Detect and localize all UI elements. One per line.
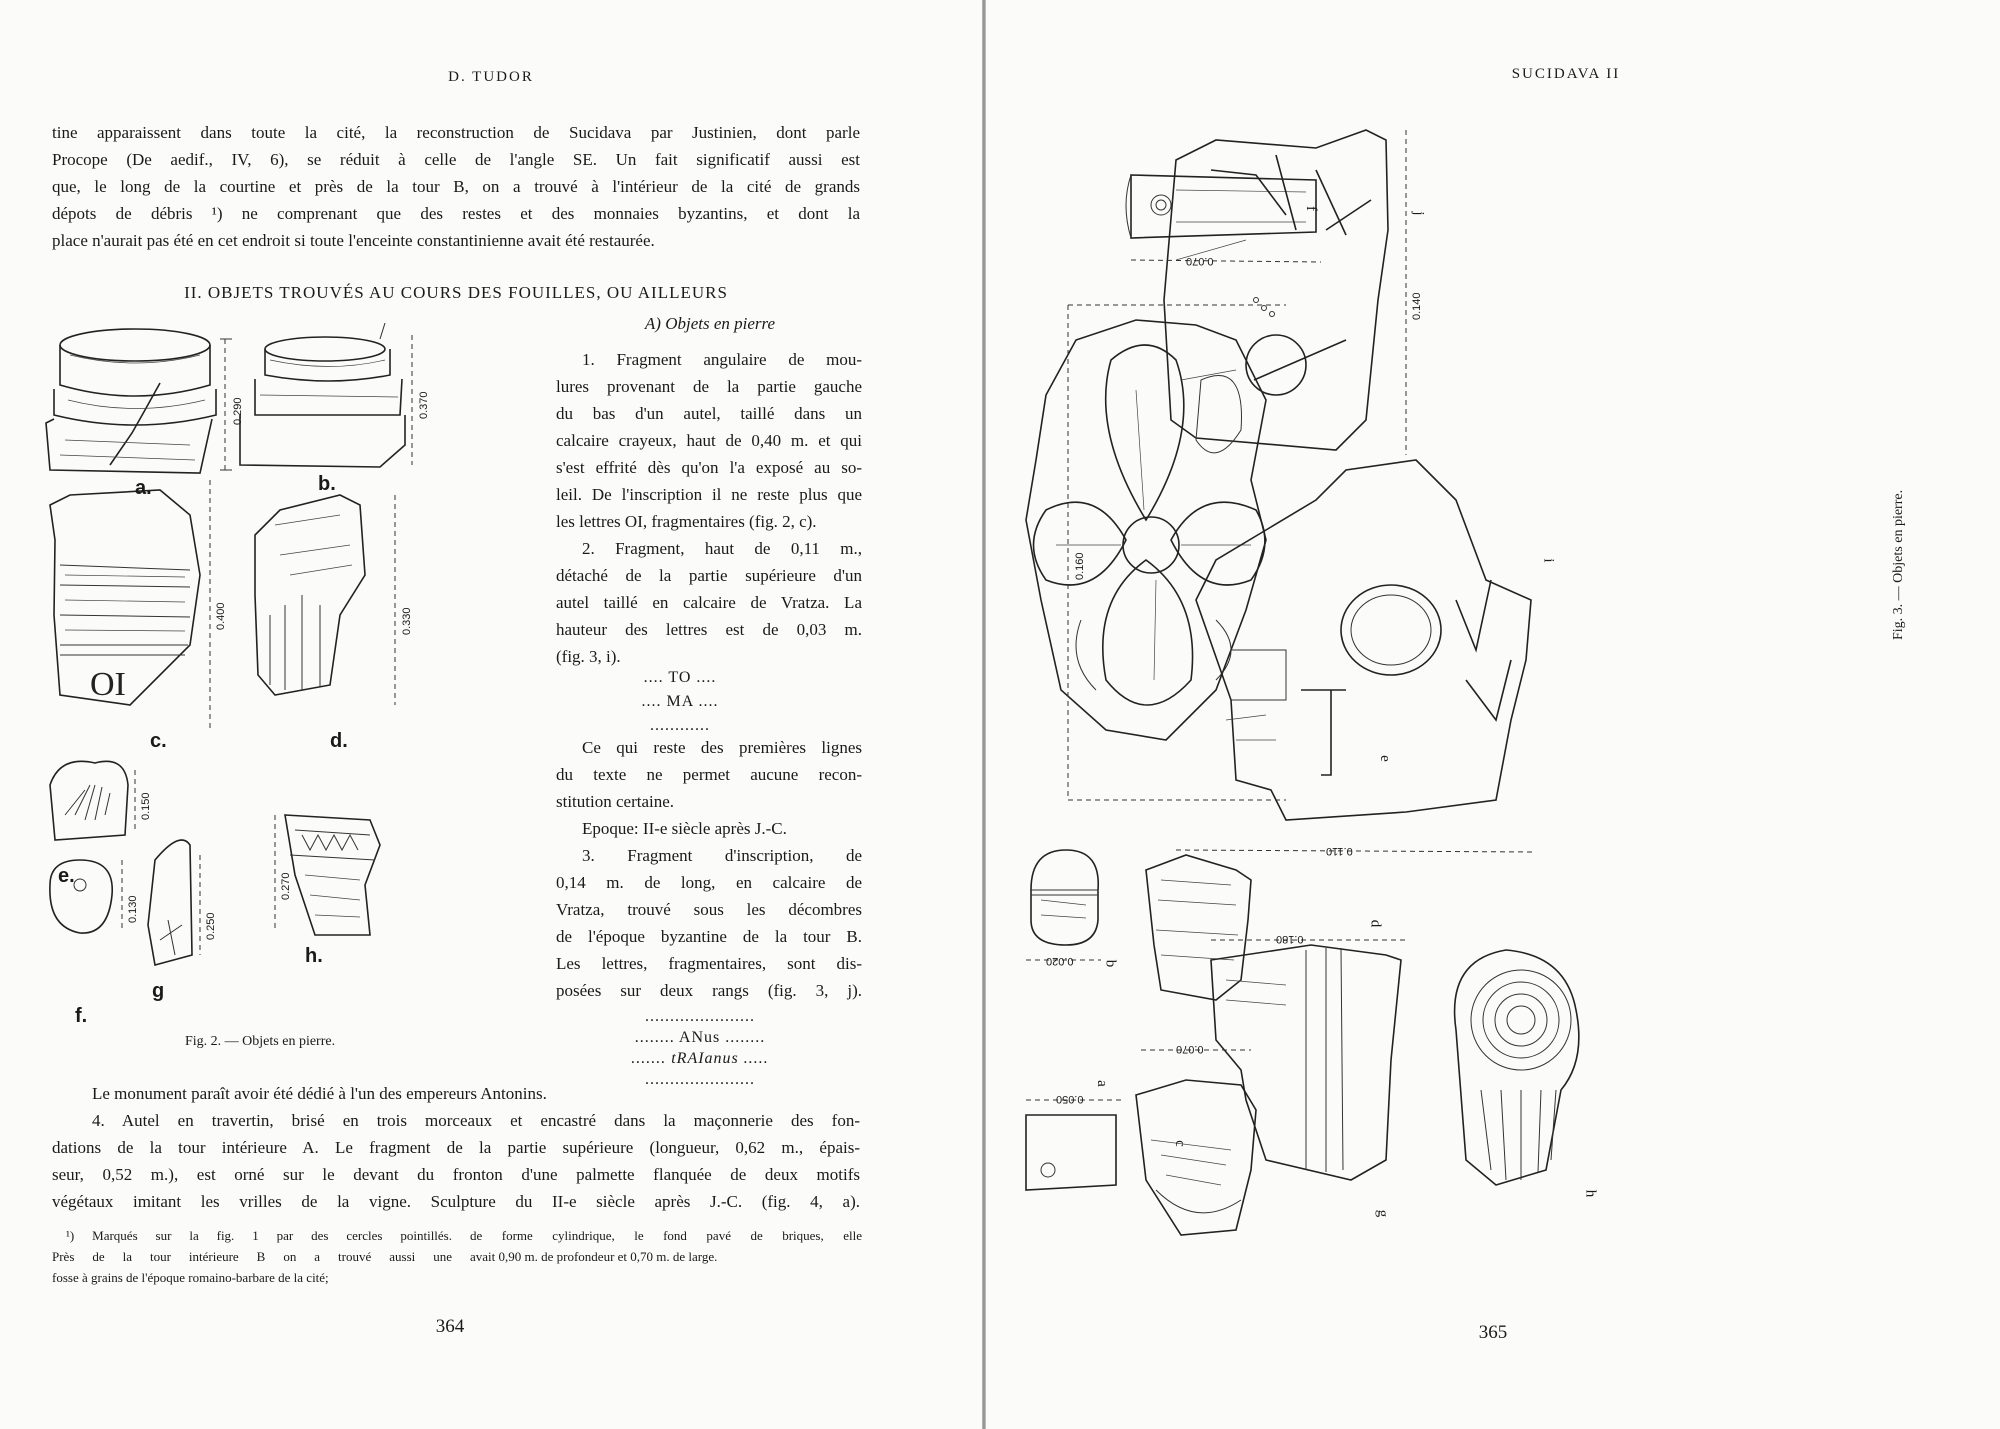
dimension-label: 0.130	[127, 895, 139, 923]
object-h-drawing	[285, 815, 380, 935]
figure-label: a.	[135, 477, 152, 499]
object-d-drawing	[255, 495, 365, 695]
object-i-drawing	[1196, 460, 1531, 820]
inscription-block	[580, 666, 780, 738]
object-a-drawing	[1026, 1115, 1116, 1190]
running-head: D. TUDOR	[448, 69, 534, 85]
dimension-label: 0.070	[1186, 255, 1214, 267]
text-line: que, le long de la courtine et près de la tour B, on a trouvé à l'intérieur de la cité de grands	[52, 177, 860, 196]
footnote-line: Près de la tour intérieure B on a trouvé aussi une	[52, 1249, 452, 1264]
text-line: hauteur des lettres est de 0,03 m.	[556, 620, 862, 639]
footnote-line: ¹) Marqués sur la fig. 1 par des cercles pointillés.	[66, 1228, 452, 1243]
running-head: SUCIDAVA II	[1511, 66, 1621, 82]
text-line: dépots de débris ¹) ne comprenant que des restes et des monnaies byzantins, et dont la	[52, 204, 860, 223]
text-line: seur, 0,52 m.), est orné sur le devant du fronton d'une palmette flanquée de deux motifs	[52, 1165, 860, 1184]
figure-2-drawings	[40, 315, 560, 1035]
right-page	[986, 0, 2000, 1429]
page-number: 364	[435, 1316, 465, 1337]
dimension-label: 0.330	[401, 607, 413, 635]
inscription-line: ............	[650, 717, 710, 734]
figure-caption: Fig. 3. — Objets en pierre.	[1891, 489, 1906, 640]
object-e-drawing	[1026, 320, 1266, 740]
inscription-line: .... TO ....	[643, 669, 717, 686]
text-line: lures provenant de la partie gauche	[556, 377, 862, 396]
object-g-drawing	[148, 840, 192, 965]
figure-2	[40, 315, 560, 1035]
dimension-label: 0.160	[1074, 552, 1086, 580]
text-line: posées sur deux rangs (fig. 3, j).	[556, 981, 862, 1000]
object-j-drawing	[1164, 130, 1388, 450]
text-line: 4. Autel en travertin, brisé en trois morceaux et encastré dans la maçonnerie des fon-	[92, 1111, 860, 1130]
inscription-line: ......................	[645, 1071, 755, 1088]
object-c-drawing	[50, 490, 200, 705]
figure-label: c	[1171, 1140, 1188, 1147]
text-line: autel taillé en calcaire de Vratza. La	[556, 593, 862, 612]
dimension-label: 0.110	[1326, 845, 1353, 857]
dimension-label: 0.050	[1056, 1093, 1084, 1105]
figure-label: c.	[150, 730, 167, 752]
text-line: s'est effrité dès qu'on l'a exposé au so-	[556, 458, 862, 477]
left-page	[0, 0, 982, 1429]
text-line: du bas d'un autel, taillé dans un	[556, 404, 862, 423]
text-line: 3. Fragment d'inscription, de	[582, 846, 862, 865]
figure-label: i	[1540, 558, 1557, 563]
dimension-label: 0.140	[1411, 292, 1423, 320]
text-line: de l'époque byzantine de la tour B.	[556, 927, 862, 946]
figure-label: b.	[318, 473, 336, 495]
figure-label: e	[1376, 755, 1393, 762]
footnote-line: fosse à grains de l'époque romaino-barbare de la cité;	[52, 1270, 329, 1285]
dimension-label: 0.180	[1276, 933, 1304, 945]
footnote-column-right	[470, 1225, 862, 1267]
text-line: 1. Fragment angulaire de mou-	[582, 350, 862, 369]
dimension-label: 0.150	[140, 792, 152, 820]
figure-label: g	[1374, 1209, 1391, 1218]
text-line: Le monument paraît avoir été dédié à l'un des empereurs Antonins.	[92, 1084, 547, 1103]
text-line: végétaux imitant les vrilles de la vigne. Sculpture du II-e siècle après J.-C. (fig. 4, a).	[52, 1192, 860, 1211]
text-line: leil. De l'inscription il ne reste plus que	[556, 485, 862, 504]
figure-label: b	[1102, 959, 1119, 968]
dimension-label: 0.020	[1046, 955, 1074, 967]
figure-3-drawings	[986, 0, 2000, 1300]
text-line: dations de la tour intérieure A. Le fragment de la partie supérieure (longueur, 0,62 m., épais-	[52, 1138, 860, 1157]
column-text-2	[556, 734, 862, 1004]
intro-paragraph	[52, 119, 860, 254]
dimension-label: 0.070	[1176, 1043, 1204, 1055]
figure-label: h.	[305, 945, 323, 967]
page-number: 365	[1478, 1322, 1508, 1343]
text-line: Epoque: II-e siècle après J.-C.	[582, 819, 787, 838]
text-line: Vratza, trouvé sous les décombres	[556, 900, 862, 919]
figure-label: f.	[75, 1005, 88, 1027]
inscription-line: ....... tRAIanus .....	[631, 1050, 769, 1067]
object-d-drawing	[1146, 855, 1251, 1000]
dimension-label: 0.400	[215, 602, 227, 630]
text-line: calcaire crayeux, haut de 0,40 m. et qui	[556, 431, 862, 450]
svg-text:OI: OI	[90, 666, 126, 703]
text-line: Ce qui reste des premières lignes	[582, 738, 862, 757]
dimension-label: 0.270	[280, 872, 292, 900]
footnote-line: de forme cylindrique, le fond pavé de briques, elle	[470, 1228, 862, 1243]
figure-label: e.	[58, 865, 75, 887]
inscription-block	[580, 1006, 820, 1090]
dimension-label: 0.250	[205, 912, 217, 940]
text-line: les lettres OI, fragmentaires (fig. 2, c).	[556, 512, 817, 531]
figure-label: d	[1367, 919, 1384, 928]
text-line: 2. Fragment, haut de 0,11 m.,	[582, 539, 862, 558]
text-line: 0,14 m. de long, en calcaire de	[556, 873, 862, 892]
dimension-label: 0.290	[232, 397, 244, 425]
figure-label: d.	[330, 730, 348, 752]
inscription-line: .... MA ....	[641, 693, 719, 710]
object-e-drawing	[50, 761, 128, 840]
text-line: Les lettres, fragmentaires, sont dis-	[556, 954, 862, 973]
inscription-line: ......................	[645, 1008, 755, 1025]
figure-caption: Fig. 2. — Objets en pierre.	[185, 1034, 336, 1049]
text-line: stitution certaine.	[556, 792, 675, 811]
object-b-drawing	[240, 323, 405, 467]
object-h-drawing	[1455, 950, 1579, 1185]
text-line: du texte ne permet aucune recon-	[556, 765, 862, 784]
object-b-drawing	[1031, 850, 1098, 945]
text-line: tine apparaissent dans toute la cité, la reconstruction de Sucidava par Justinien, dont parle	[52, 123, 860, 142]
subsection-title: A) Objets en pierre	[644, 314, 776, 333]
text-line: (fig. 3, i).	[556, 647, 621, 666]
inscription-line: ........ ANus ........	[634, 1029, 766, 1046]
figure-label: h	[1582, 1189, 1599, 1198]
object-a-drawing	[46, 329, 216, 473]
figure-label: j	[1410, 211, 1427, 216]
section-title: II. OBJETS TROUVÉS AU COURS DES FOUILLES, OU AILLEURS	[184, 283, 728, 302]
column-text	[556, 346, 862, 670]
object-c-drawing	[1136, 1080, 1256, 1235]
figure-label: g	[152, 980, 165, 1002]
object-f-drawing	[1126, 175, 1316, 238]
text-line: place n'aurait pas été en cet endroit si toute l'enceinte constantinienne avait été restaurée.	[52, 231, 655, 250]
text-line: Procope (De aedif., IV, 6), se réduit à celle de l'angle SE. Un fait significatif aussi est	[52, 150, 860, 169]
text-line: détaché de la partie supérieure d'un	[556, 566, 862, 585]
figure-label: a	[1093, 1080, 1110, 1087]
bottom-paragraph	[52, 1080, 860, 1215]
figure-label: f	[1303, 206, 1319, 211]
footnote-column-left	[52, 1225, 452, 1288]
footnote-line: avait 0,90 m. de profondeur et 0,70 m. de large.	[470, 1249, 718, 1264]
dimension-label: 0.370	[418, 391, 430, 419]
